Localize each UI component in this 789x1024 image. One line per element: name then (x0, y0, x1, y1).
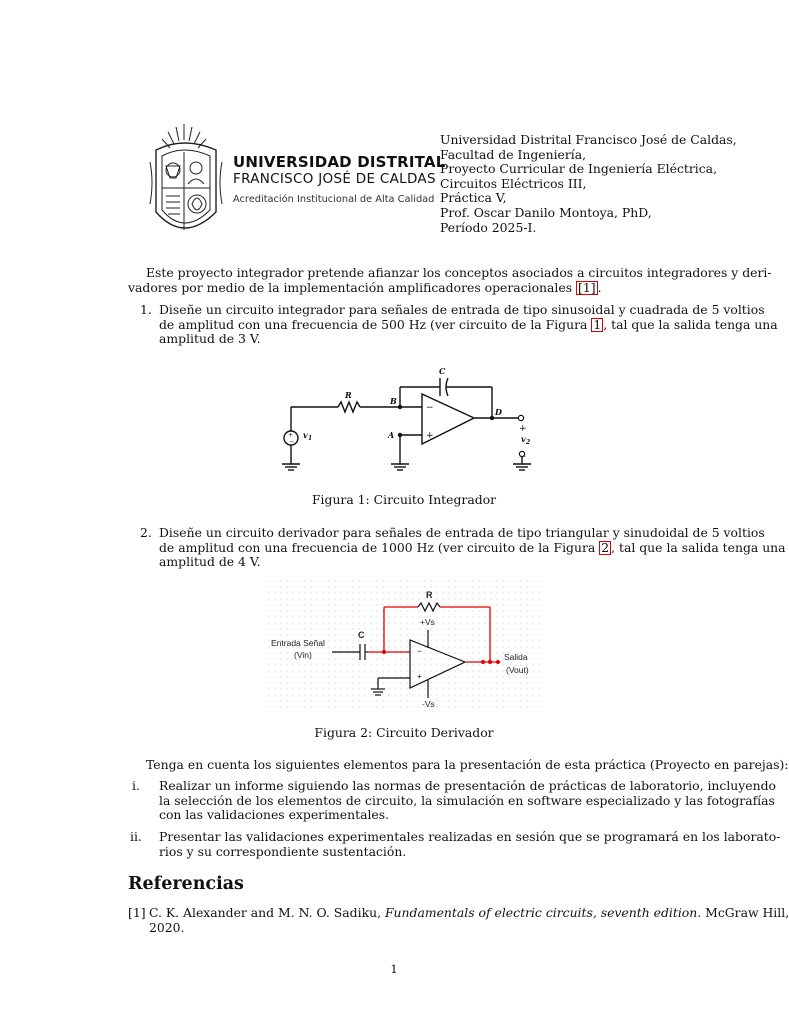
item-line: la selección de los elementos de circuito, la simulación en software especializado y las fotografías (159, 792, 775, 808)
item-line: Presentar las validaciones experimentales realizadas en sesión que se programará en los laborato- (159, 829, 781, 844)
output-plus: + (519, 424, 527, 434)
label-r: R (426, 590, 433, 600)
logo-subtitle: FRANCISCO JOSÉ DE CALDAS (233, 171, 436, 187)
document-header (440, 133, 740, 235)
item-line: rios y su correspondiente sustentación. (159, 843, 407, 859)
opamp-plus: + (417, 671, 422, 681)
figure-differentiator (266, 578, 542, 710)
source-minus: − (289, 438, 295, 445)
reference-number: [1] (128, 905, 146, 920)
header-line: Universidad Distrital Francisco José de Caldas, (440, 132, 737, 147)
figure1-caption: Figura 1: Circuito Integrador (311, 492, 497, 507)
opamp-minus: − (417, 646, 422, 656)
intro-punct: . (597, 279, 602, 295)
node-d (490, 416, 494, 420)
header-line: Período 2025-I. (440, 219, 537, 235)
item-line: Realizar un informe siguiendo las normas de presentación de prácticas de laboratorio, incluyendo (159, 778, 776, 793)
label-input-vin: (Vin) (294, 650, 312, 660)
label-v1-sub: 1 (308, 435, 313, 442)
integrator-circuit-diagram (264, 358, 540, 478)
notes-item-2 (128, 829, 781, 859)
item-line: Diseñe un circuito integrador para señales de entrada de tipo sinusoidal y cuadrada de 5 voltios (159, 302, 765, 317)
item-line: , tal que la salida tenga una (603, 316, 778, 332)
figure-ref-link[interactable]: 1 (593, 316, 602, 332)
notes-item-1 (128, 778, 776, 823)
header-line: Prof. Oscar Danilo Montoya, PhD, (440, 204, 652, 220)
label-b: B (390, 396, 397, 406)
university-seal-icon (146, 122, 236, 248)
label-output-vout: (Vout) (506, 665, 529, 675)
logo-title: UNIVERSIDAD DISTRITAL (233, 153, 446, 171)
item-line: de amplitud con una frecuencia de 1000 Hz (ver circuito de la Figura (159, 539, 600, 555)
item-line: amplitud de 4 V. (159, 554, 261, 569)
label-d: D (495, 407, 502, 417)
intro-line: Este proyecto integrador pretende afianzar los conceptos asociados a circuitos integradores y deri- (146, 265, 772, 280)
header-line: Proyecto Curricular de Ingeniería Eléctrica, (440, 161, 718, 177)
figure-ref-link[interactable]: 2 (601, 539, 610, 555)
figure2-caption: Figura 2: Circuito Derivador (314, 725, 494, 740)
citation-link[interactable]: [1] (578, 279, 596, 295)
list-number: 1. (140, 302, 152, 317)
label-vs-pos: +Vs (420, 617, 435, 627)
reference-year: 2020. (149, 919, 185, 935)
label-r: R (345, 390, 352, 400)
notes-lead: Tenga en cuenta los siguientes elementos para la presentación de esta práctica (Proyecto en parejas): (146, 757, 789, 772)
references-heading: Referencias (128, 874, 244, 894)
label-input: Entrada Señal (271, 638, 325, 648)
list-number: i. (132, 778, 140, 793)
reference-authors: C. K. Alexander and M. N. O. Sadiku, (149, 905, 385, 920)
label-v1: v (303, 430, 308, 440)
label-v2-sub: 2 (526, 439, 531, 446)
item-line: , tal que la salida tenga una (611, 539, 786, 555)
label-vs-neg: -Vs (422, 699, 435, 709)
list-item-1 (128, 302, 778, 347)
item-line: con las validaciones experimentales. (159, 807, 390, 822)
output-terminal (518, 415, 523, 420)
list-number: 2. (140, 525, 152, 540)
node-a (398, 433, 402, 437)
header-line: Facultad de Ingeniería, (440, 146, 587, 162)
node (488, 660, 492, 664)
label-a: A (388, 430, 395, 440)
page-number: 1 (390, 962, 398, 976)
label-output: Salida (504, 652, 528, 662)
intro-paragraph (128, 265, 772, 295)
node (481, 660, 485, 664)
header-line: Práctica V, (440, 190, 507, 206)
node (382, 650, 386, 654)
reference-title: Fundamentals of electric circuits, seventh edition. (384, 905, 702, 920)
item-line: Diseñe un circuito derivador para señales de entrada de tipo triangular y sinudoidal de 5 voltios (159, 525, 765, 540)
label-c: C (439, 366, 446, 376)
differentiator-circuit-diagram (266, 578, 542, 710)
list-item-2 (128, 525, 786, 570)
output-minus: − (519, 452, 527, 462)
label-v2: v (521, 434, 526, 444)
list-number: ii. (130, 829, 142, 844)
opamp-minus: − (426, 403, 434, 413)
label-c: C (358, 630, 365, 640)
item-line: de amplitud con una frecuencia de 500 Hz (ver circuito de la Figura (159, 316, 592, 332)
intro-line: vadores por medio de la implementación amplificadores operacionales (128, 279, 576, 295)
node (496, 660, 500, 664)
source-plus: + (288, 432, 294, 439)
item-line: amplitud de 3 V. (159, 331, 261, 346)
reference-publisher: McGraw Hill, (701, 905, 789, 920)
logo-accreditation: Acreditación Institucional de Alta Calidad (233, 194, 435, 205)
figure-integrator (264, 358, 540, 478)
header-line: Circuitos Eléctricos III, (440, 175, 587, 191)
opamp-plus: + (426, 431, 434, 441)
node-b (398, 405, 402, 409)
reference-item (128, 905, 789, 935)
